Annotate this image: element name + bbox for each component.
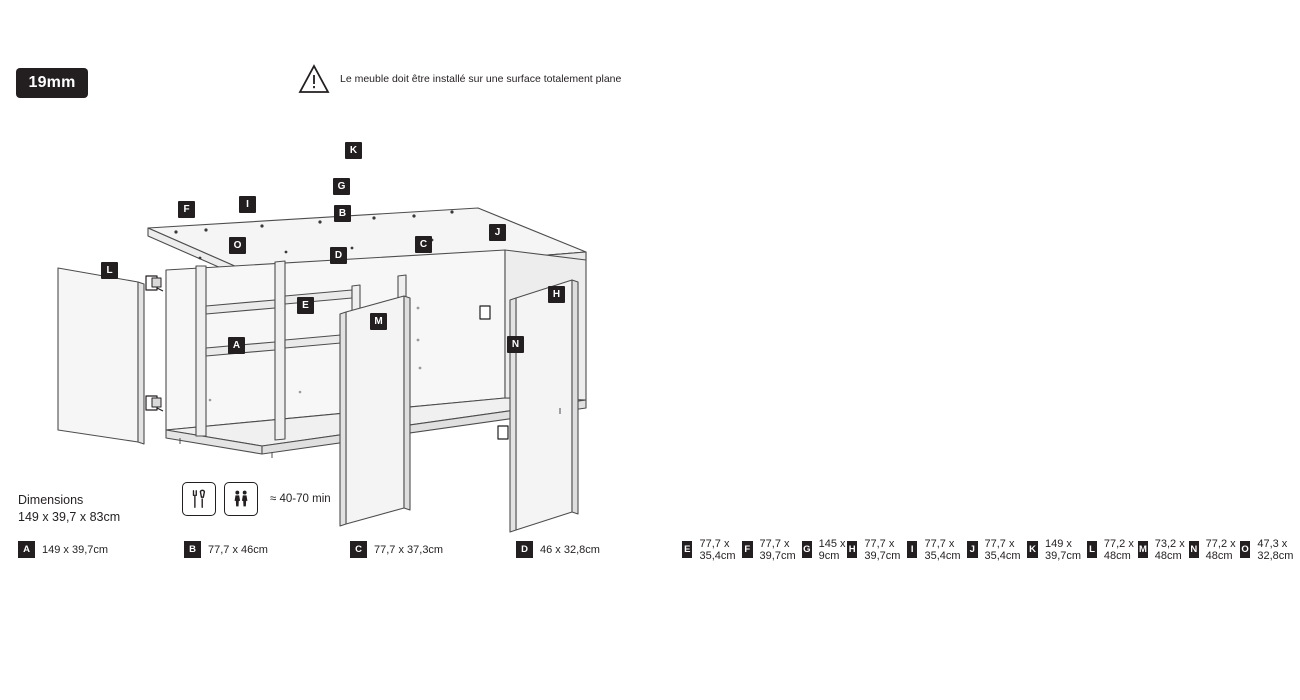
legend-value: 149 x 39,7cm — [1044, 537, 1082, 562]
legend-item — [907, 537, 967, 562]
part-label-N: N — [507, 336, 524, 353]
part-label-M: M — [370, 313, 387, 330]
legend-key: I — [907, 541, 917, 558]
legend-item — [967, 537, 1027, 562]
legend-value: 149 x 39,7cm — [42, 543, 109, 556]
part-label-O: O — [229, 237, 246, 254]
legend-value: 77,7 x 37,3cm — [374, 543, 444, 556]
assembly-info — [182, 482, 331, 516]
legend-key: B — [184, 541, 201, 558]
part-label-C: C — [415, 236, 432, 253]
part-label-E: E — [297, 297, 314, 314]
legend-value: 77,7 x 46cm — [208, 543, 268, 556]
legend-key: D — [516, 541, 533, 558]
legend-item — [184, 537, 350, 562]
legend-key: L — [1087, 541, 1097, 558]
legend-value: 77,2 x 48cm — [1205, 537, 1236, 562]
legend-value: 145 x 9cm — [818, 537, 846, 562]
legend-item — [18, 537, 184, 562]
legend-value: 46 x 32,8cm — [540, 543, 600, 556]
legend-value: 77,7 x 39,7cm — [864, 537, 901, 562]
legend-key: O — [1240, 541, 1250, 558]
legend-item — [1087, 537, 1138, 562]
two-people-icon — [224, 482, 258, 516]
legend-item — [1027, 537, 1087, 562]
part-label-A: A — [228, 337, 245, 354]
legend-value: 77,7 x 35,4cm — [984, 537, 1021, 562]
legend-key: C — [350, 541, 367, 558]
dimensions-block — [18, 492, 120, 526]
legend-item — [1189, 537, 1240, 562]
legend-key: K — [1027, 541, 1038, 558]
legend-key: J — [967, 541, 977, 558]
legend-item — [350, 537, 516, 562]
assembly-time: ≈ 40-70 min — [270, 493, 331, 505]
part-label-B: B — [334, 205, 351, 222]
legend-value: 73,2 x 48cm — [1154, 537, 1185, 562]
thickness-badge: 19mm — [16, 68, 88, 98]
part-label-G: G — [333, 178, 350, 195]
legend-item — [1240, 537, 1300, 562]
legend-value: 77,7 x 35,4cm — [924, 537, 961, 562]
part-label-D: D — [330, 247, 347, 264]
parts-legend — [18, 537, 1294, 562]
warning-text: Le meuble doit être installé sur une surface totalement plane — [340, 73, 622, 85]
part-label-J: J — [489, 224, 506, 241]
part-label-F: F — [178, 201, 195, 218]
legend-key: N — [1189, 541, 1199, 558]
dimensions-value: 149 x 39,7 x 83cm — [18, 510, 121, 524]
legend-key: A — [18, 541, 35, 558]
legend-item — [847, 537, 907, 562]
legend-key: M — [1138, 541, 1148, 558]
legend-item — [1138, 537, 1189, 562]
part-label-I: I — [239, 196, 256, 213]
legend-value: 47,3 x 32,8cm — [1257, 537, 1294, 562]
legend-item — [802, 537, 847, 562]
dimensions-title: Dimensions — [18, 493, 84, 507]
legend-key: H — [847, 541, 857, 558]
legend-item — [742, 537, 802, 562]
warning-triangle-icon — [298, 64, 330, 94]
warning-note — [298, 64, 621, 94]
part-label-K: K — [345, 142, 362, 159]
legend-item — [682, 537, 742, 562]
legend-value: 77,2 x 48cm — [1103, 537, 1134, 562]
legend-key: G — [802, 541, 811, 558]
legend-key: F — [742, 541, 752, 558]
legend-item — [516, 537, 682, 562]
part-label-L: L — [101, 262, 118, 279]
tools-icon — [182, 482, 216, 516]
part-label-H: H — [548, 286, 565, 303]
legend-key: E — [682, 541, 692, 558]
legend-value: 77,7 x 39,7cm — [759, 537, 796, 562]
legend-value: 77,7 x 35,4cm — [699, 537, 736, 562]
